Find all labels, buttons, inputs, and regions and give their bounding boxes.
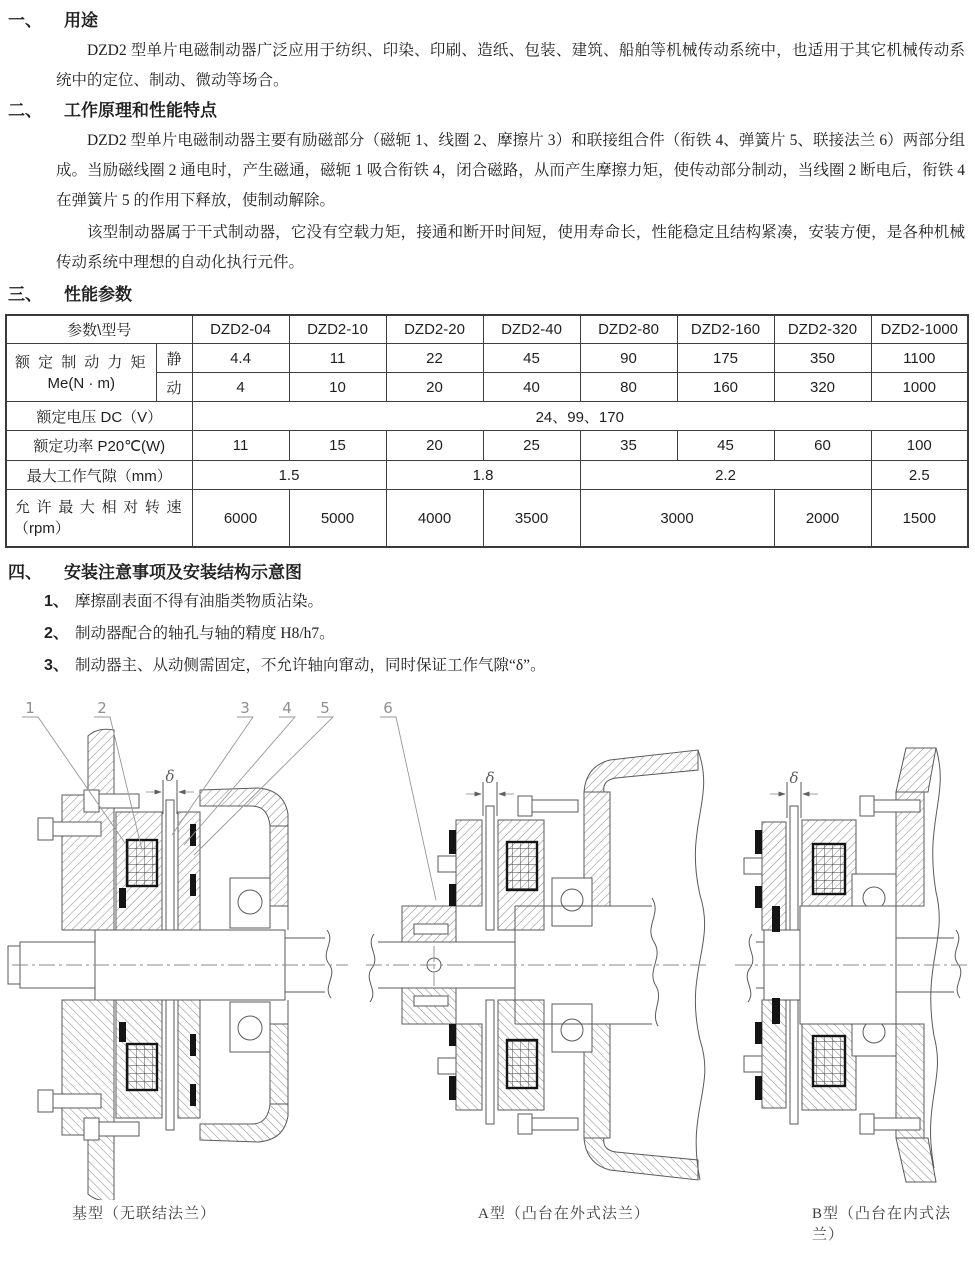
- value-cell: 350: [774, 344, 871, 373]
- model-header: DZD2-20: [386, 315, 483, 344]
- value-cell: 1.5: [192, 461, 386, 490]
- value-cell: 11: [289, 344, 386, 373]
- section-parameters: [0, 282, 975, 548]
- section-marker: 一、: [8, 11, 42, 30]
- section-title: 用途: [64, 11, 98, 30]
- value-cell: 10: [289, 373, 386, 402]
- figure-caption-a-type: A型（凸台在外式法兰）: [478, 1206, 650, 1222]
- value-cell: 2000: [774, 490, 871, 548]
- figure-base-type: [8, 699, 348, 1200]
- value-cell: 1500: [871, 490, 968, 548]
- section-marker: 四、: [8, 563, 42, 582]
- table-header-row: [6, 315, 968, 344]
- sub-label-dynamic: 动: [156, 373, 192, 402]
- value-cell: 45: [677, 431, 774, 461]
- leader-number-5: 5: [320, 699, 330, 717]
- value-cell: 160: [677, 373, 774, 402]
- value-cell: 90: [580, 344, 677, 373]
- value-cell: 35: [580, 431, 677, 461]
- leader-number-6: 6: [383, 699, 393, 717]
- value-cell: 11: [192, 431, 289, 461]
- section-usage-heading: [0, 8, 975, 34]
- model-header: DZD2-1000: [871, 315, 968, 344]
- usage-paragraph: DZD2 型单片电磁制动器广泛应用于纺织、印染、印刷、造纸、包装、建筑、船舶等机械传动系统中，也适用于其它机械传动系统中的定位、制动、微动等场合。: [56, 42, 965, 89]
- section-usage: [0, 0, 975, 96]
- voltage-value: 24、99、170: [192, 402, 968, 431]
- value-cell: 5000: [289, 490, 386, 548]
- model-header: DZD2-40: [483, 315, 580, 344]
- section-parameters-heading: [0, 282, 975, 308]
- value-cell: 20: [386, 373, 483, 402]
- value-cell: 1100: [871, 344, 968, 373]
- value-cell: 25: [483, 431, 580, 461]
- speed-label-line2: （rpm）: [14, 520, 70, 537]
- corner-cell: 参数\型号: [6, 315, 192, 344]
- figure-b-type: [735, 748, 970, 1182]
- section-title: 安装注意事项及安装结构示意图: [64, 563, 302, 582]
- model-header: DZD2-04: [192, 315, 289, 344]
- value-cell: 3000: [580, 490, 774, 548]
- section-principle-heading: [0, 98, 975, 124]
- row-label-torque: [6, 344, 156, 402]
- value-cell: 80: [580, 373, 677, 402]
- section-marker: 三、: [8, 285, 42, 304]
- value-cell: 20: [386, 431, 483, 461]
- value-cell: 4.4: [192, 344, 289, 373]
- sub-label-static: 静: [156, 344, 192, 373]
- installation-diagrams: [0, 688, 975, 1200]
- leader-number-4: 4: [282, 699, 292, 717]
- table-row-voltage: [6, 402, 968, 431]
- table-row-power: [6, 431, 968, 461]
- value-cell: 3500: [483, 490, 580, 548]
- row-label-voltage: 额定电压 DC（V）: [6, 402, 192, 431]
- table-row-torque-static: [6, 344, 968, 373]
- item-number: 1、: [44, 593, 69, 610]
- value-cell: 40: [483, 373, 580, 402]
- speed-label-line1: 允许最大相对转速: [15, 499, 182, 516]
- item-text: 制动器配合的轴孔与轴的精度 H8/h7。: [75, 625, 335, 642]
- table-row-speed: [6, 490, 968, 548]
- value-cell: 45: [483, 344, 580, 373]
- cross-section-drawings: [0, 688, 975, 1200]
- figure-caption-base: 基型（无联结法兰）: [72, 1206, 217, 1222]
- install-note-2: [44, 618, 975, 650]
- model-header: DZD2-10: [289, 315, 386, 344]
- model-header: DZD2-160: [677, 315, 774, 344]
- value-cell: 1000: [871, 373, 968, 402]
- section-principle: [0, 98, 975, 278]
- section-title: 性能参数: [64, 285, 132, 304]
- model-header: DZD2-80: [580, 315, 677, 344]
- leader-number-1: 1: [25, 699, 35, 717]
- value-cell: 60: [774, 431, 871, 461]
- item-text: 制动器主、从动侧需固定，不允许轴向窜动，同时保证工作气隙“δ”。: [75, 657, 546, 674]
- leader-number-2: 2: [97, 699, 107, 717]
- value-cell: 175: [677, 344, 774, 373]
- figure-caption-b-type: B型（凸台在内式法兰）: [812, 1206, 952, 1243]
- section-installation: [0, 560, 975, 682]
- item-number: 3、: [44, 657, 69, 674]
- section-installation-heading: [0, 560, 975, 586]
- model-header: DZD2-320: [774, 315, 871, 344]
- principle-paragraph-2: 该型制动器属于干式制动器，它没有空载力矩，接通和断开时间短，使用寿命长，性能稳定且结构紧凑，安装方便，是各种机械传动系统中理想的自动化执行元件。: [56, 224, 965, 271]
- performance-table: [5, 314, 969, 548]
- section-title: 工作原理和性能特点: [64, 101, 217, 120]
- principle-paragraph-1: DZD2 型单片电磁制动器主要有励磁部分（磁轭 1、线圈 2、摩擦片 3）和联接组合件（衔铁 4、弹簧片 5、联接法兰 6）两部分组成。当励磁线圈 2 通电时，产生磁通，磁轭 1 吸合衔铁 4，闭合磁路，从而产生摩擦力矩，使传动部分制动，当线圈 2 断电后，衔铁 4 在弹簧片 5 的作用下释放，使制动解除。: [56, 132, 965, 209]
- row-label-power: 额定功率 P20℃(W): [6, 431, 192, 461]
- torque-label-line1: 额定制动力矩: [15, 353, 146, 371]
- item-number: 2、: [44, 625, 69, 642]
- install-note-3: [44, 650, 975, 682]
- item-text: 摩擦副表面不得有油脂类物质沾染。: [75, 593, 324, 610]
- install-note-1: [44, 586, 975, 618]
- value-cell: 320: [774, 373, 871, 402]
- figure-a-type: [366, 699, 706, 1180]
- table-row-gap: [6, 461, 968, 490]
- value-cell: 100: [871, 431, 968, 461]
- value-cell: 1.8: [386, 461, 580, 490]
- delta-gap-label: δ: [485, 769, 495, 787]
- torque-label-line2: Me(N · m): [47, 374, 115, 392]
- value-cell: 2.2: [580, 461, 871, 490]
- value-cell: 6000: [192, 490, 289, 548]
- row-label-gap: 最大工作气隙（mm）: [6, 461, 192, 490]
- section-marker: 二、: [8, 101, 42, 120]
- value-cell: 15: [289, 431, 386, 461]
- value-cell: 4: [192, 373, 289, 402]
- leader-number-3: 3: [240, 699, 250, 717]
- value-cell: 4000: [386, 490, 483, 548]
- row-label-speed: [6, 490, 192, 548]
- delta-gap-label: δ: [789, 769, 799, 787]
- delta-gap-label: δ: [165, 767, 175, 785]
- value-cell: 22: [386, 344, 483, 373]
- value-cell: 2.5: [871, 461, 968, 490]
